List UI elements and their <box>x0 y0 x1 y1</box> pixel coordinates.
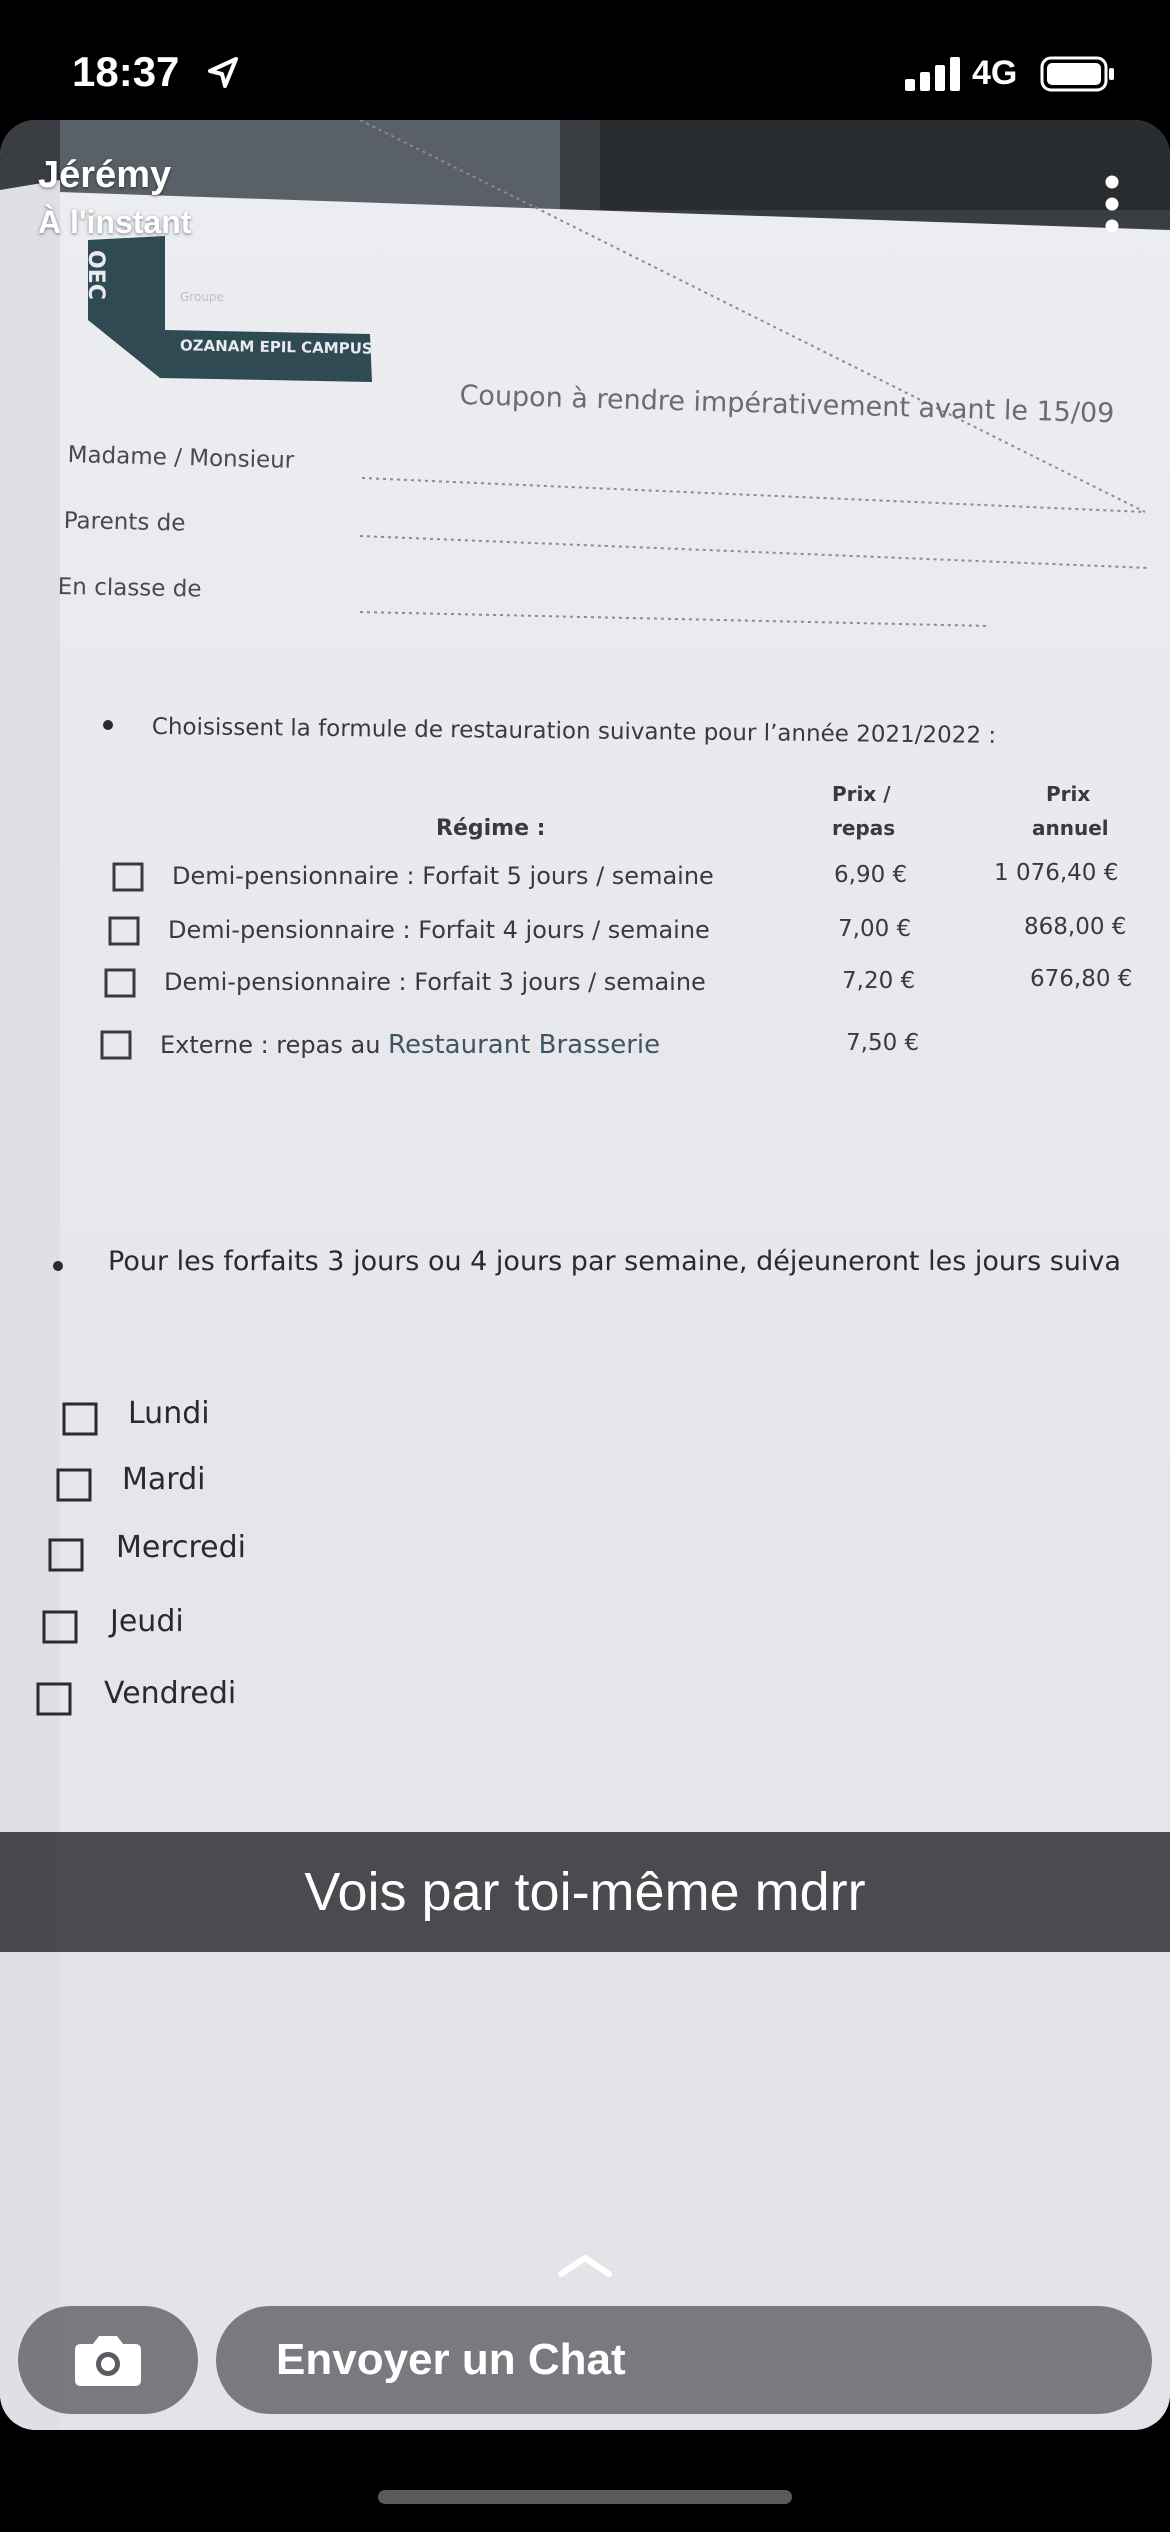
chevron-up-icon[interactable] <box>555 2250 615 2280</box>
row-label: Demi-pensionnaire : Forfait 5 jours / semaine <box>172 862 714 890</box>
day-label: Vendredi <box>104 1676 237 1711</box>
row-label <box>160 1030 660 1060</box>
snap-view[interactable] <box>0 120 1170 2430</box>
header-year-price-2: annuel <box>1032 816 1109 840</box>
chat-placeholder: Envoyer un Chat <box>276 2335 626 2384</box>
row-meal-price: 7,00 € <box>838 916 912 942</box>
camera-button[interactable] <box>18 2306 198 2414</box>
day-label: Lundi <box>128 1396 210 1431</box>
logo-mark: OEC <box>83 250 108 300</box>
more-options-icon[interactable] <box>1092 170 1132 250</box>
formula-intro: Choisissent la formule de restauration suivante pour l’année 2021/2022 : <box>151 714 997 749</box>
camera-icon <box>73 2332 143 2388</box>
header-meal-price-2: repas <box>832 816 896 840</box>
coupon-deadline: Coupon à rendre impérativement avant le 15/09 <box>459 380 1115 430</box>
snap-caption <box>0 1832 1170 1952</box>
field-label-parent: Madame / Monsieur <box>67 442 295 474</box>
field-label-child: Parents de <box>63 508 186 537</box>
caption-text: Vois par toi-même mdrr <box>304 1862 866 1922</box>
day-label: Mardi <box>122 1462 206 1497</box>
day-label: Mercredi <box>116 1530 247 1565</box>
row-meal-price: 7,20 € <box>842 968 916 994</box>
snap-timestamp: À l'instant <box>38 204 192 240</box>
location-arrow-icon <box>206 56 240 90</box>
home-indicator[interactable] <box>378 2490 792 2504</box>
day-label: Jeudi <box>110 1604 184 1639</box>
battery-icon <box>1040 56 1116 92</box>
row-label: Demi-pensionnaire : Forfait 3 jours / semaine <box>164 968 706 996</box>
header-regime: Régime : <box>436 816 546 841</box>
header-meal-price-1: Prix / <box>832 782 891 806</box>
status-bar <box>0 0 1170 120</box>
logo-group-label: Groupe <box>180 290 224 304</box>
header-year-price-1: Prix <box>1046 782 1091 806</box>
send-chat-input[interactable] <box>216 2306 1152 2414</box>
restaurant-link-text: Restaurant Brasserie <box>388 1030 661 1060</box>
network-type: 4G <box>972 54 1018 92</box>
logo-name: OZANAM EPIL CAMPUS <box>179 336 373 358</box>
row-meal-price: 6,90 € <box>834 862 908 888</box>
row-meal-price: 7,50 € <box>846 1030 920 1056</box>
row-label-text: Externe : repas au <box>160 1031 389 1059</box>
field-label-class: En classe de <box>57 574 202 603</box>
status-time: 18:37 <box>72 48 180 95</box>
signal-icon <box>905 57 961 91</box>
row-year-price: 868,00 € <box>1024 914 1127 940</box>
sender-name[interactable]: Jérémy <box>38 154 172 196</box>
days-intro: Pour les forfaits 3 jours ou 4 jours par semaine, déjeuneront les jours suiva <box>108 1246 1121 1277</box>
row-label: Demi-pensionnaire : Forfait 4 jours / semaine <box>168 916 710 944</box>
row-year-price: 1 076,40 € <box>994 860 1119 886</box>
row-year-price: 676,80 € <box>1030 966 1133 992</box>
